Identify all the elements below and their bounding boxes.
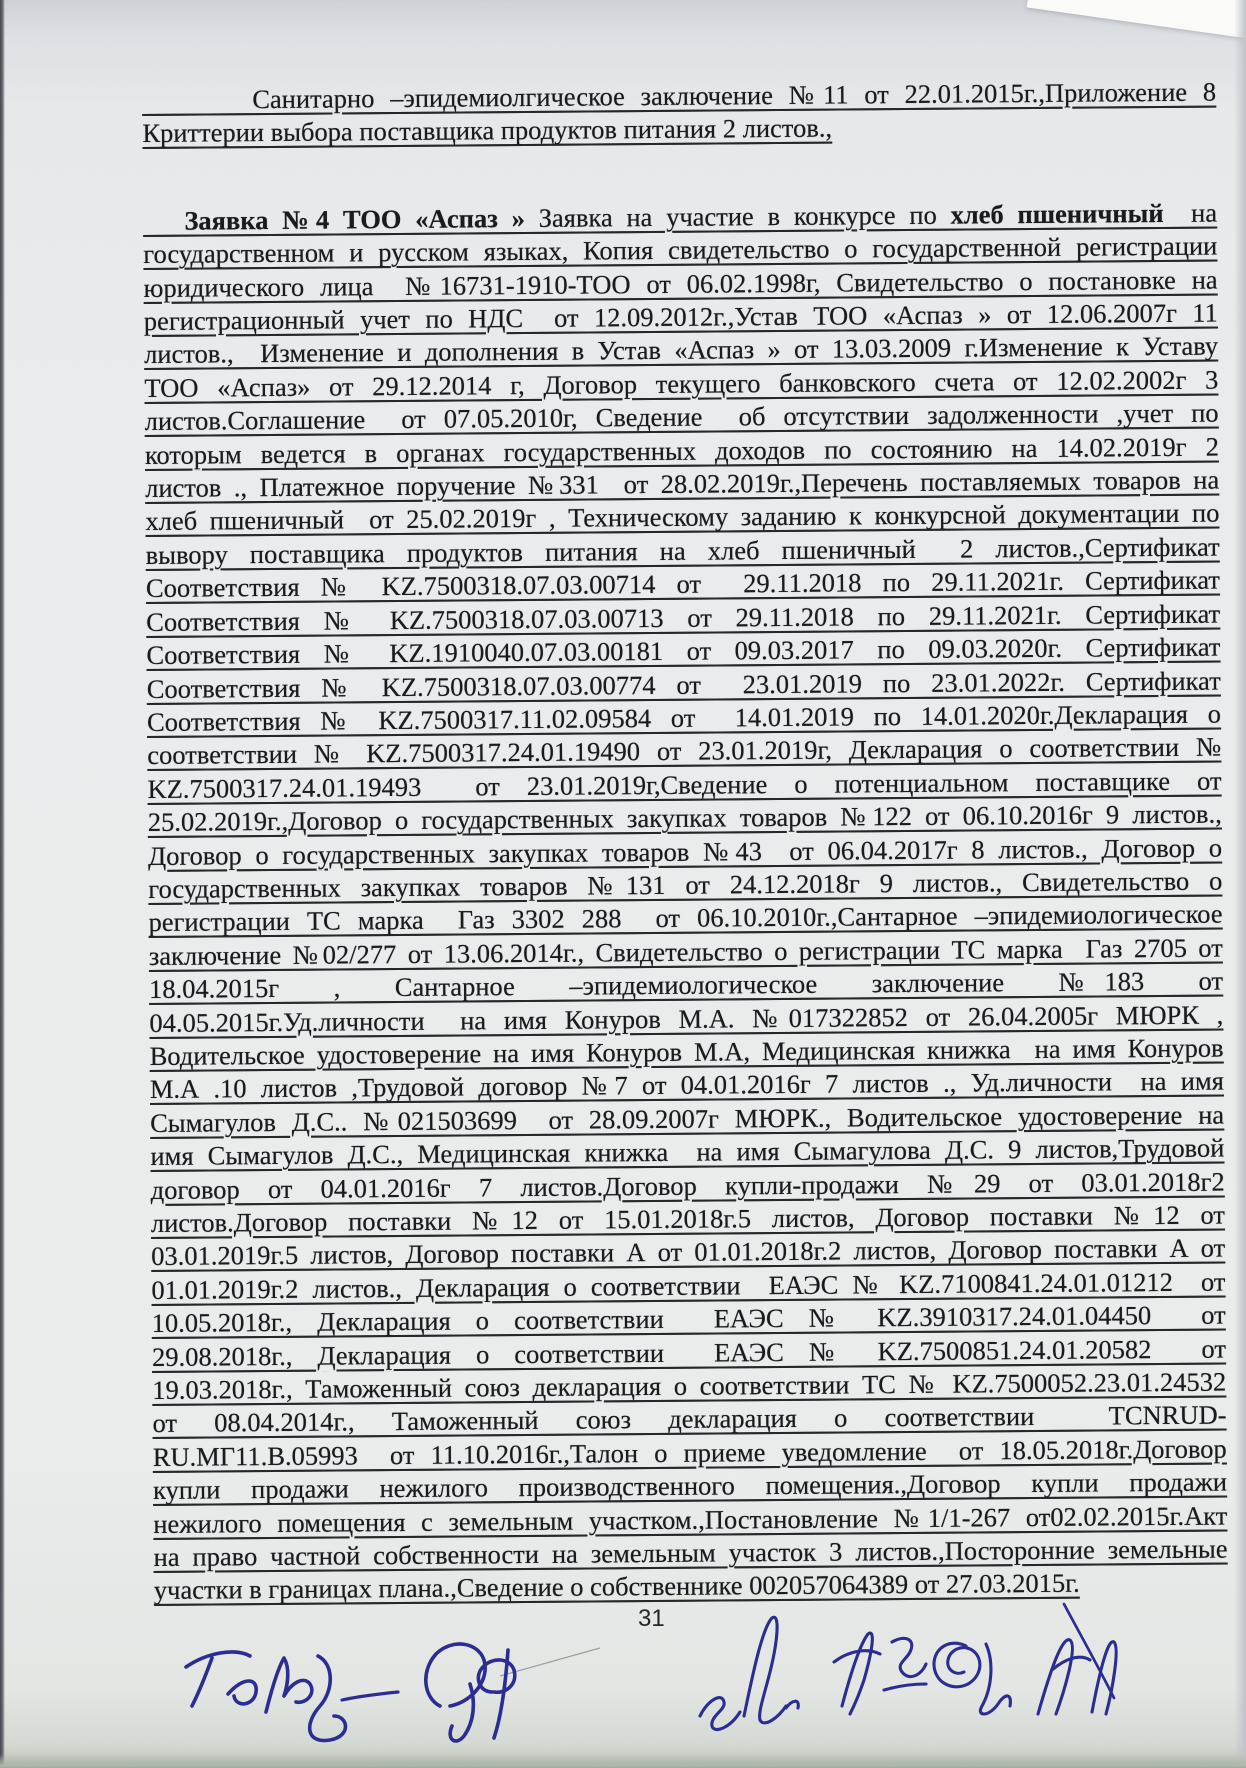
scan-corner-highlight xyxy=(1027,0,1246,52)
text-line: Криттерии выбора поставщика продуктов питания 2 листов., xyxy=(142,112,833,149)
text-line: KZ.7500317.24.01.19493 от 23.01.2019г,Сведение о потенциальном поставщике от xyxy=(147,765,1222,804)
text-line: на право частной собственности на земельным участок 3 листов.,Посторонние земельные xyxy=(153,1533,1228,1573)
para-sanitary-conclusion xyxy=(142,76,1216,151)
text-line: 03.01.2019г.5 листов, Договор поставки А от 01.01.2018г.2 листов, Договор поставки А от xyxy=(151,1232,1226,1272)
text-line: 04.05.2015г.Уд.личности на имя Конуров М.А. №017322852 от 26.04.2005г МЮРК , xyxy=(149,999,1224,1038)
text-line: 18.04.2015г , Сантарное –эпидемиологическое заключение №183 от xyxy=(148,965,1224,1005)
text-line: Водительское удостоверение на имя Конуров М.А, Медицинская книжка на имя Конуров xyxy=(149,1032,1224,1071)
text-line: листов., Изменение и дополнения в Устав «Аспаз » от 13.03.2009 г.Изменение к Уставу xyxy=(144,330,1219,370)
document-text xyxy=(142,76,1228,1608)
text-line: листов.Договор поставки №12 от 15.01.2018г.5 листов, Договор поставки №12 от xyxy=(150,1199,1226,1238)
text-line: Договор о государственных закупках товаров №43 от 06.04.2017г 8 листов., Договор о xyxy=(147,832,1223,871)
text-line: нежилого помещения с земельным участком.,Постановление №1/1-267 от02.02.2015г.Акт xyxy=(153,1500,1228,1539)
text-line: 10.05.2018г., Декларация о соответствии ЕАЭС № KZ.3910317.24.01.04450 от xyxy=(151,1299,1226,1339)
text-line: Заявка №4 ТОО «Аспаз » Заявка на участие в конкурсе по хлеб пшеничный на xyxy=(184,197,1218,236)
left-signature-ink xyxy=(186,1644,515,1741)
text-line: заключение №02/277 от 13.06.2014г., Свидетельство о регистрации ТС марка Газ 2705 от xyxy=(148,932,1223,971)
text-line: 19.03.2018г., Таможенный союз декларация о соответствии ТС № KZ.7500052.23.01.24532 xyxy=(152,1366,1227,1405)
text-line: Соответствия № KZ.7500318.07.03.00714 от 29.11.2018 по 29.11.2021г. Сертификат xyxy=(145,564,1221,604)
text-line: Соответствия № KZ.7500317.11.02.09584 от 14.01.2019 по 14.01.2020г.Декларация о xyxy=(146,698,1222,737)
text-line: Санитарно –эпидемиолгическое заключение №11 от 22.01.2015г.,Приложение 8 xyxy=(252,76,1217,115)
text-line: соответствии № KZ.7500317.24.01.19490 от 23.01.2019г, Декларация о соответствии № xyxy=(147,731,1222,771)
text-line: регистрации ТС марка Газ 3302 288 от 06.10.2010г.,Сантарное –эпидемиологическое xyxy=(148,898,1223,938)
para-application-4-aspaz xyxy=(143,196,1228,1607)
text-line: которым ведется в органах государственных доходов по состоянию на 14.02.2019г 2 xyxy=(144,431,1219,470)
text-line: Соответствия № KZ.7500318.07.03.00774 от 23.01.2019 по 23.01.2022г. Сертификат xyxy=(146,665,1221,704)
text-line: государственном и русском языках, Копия свидетельство о государственной регистрации xyxy=(143,230,1218,270)
text-line: Соответствия № KZ.7500318.07.03.00713 от 29.11.2018 по 29.11.2021г. Сертификат xyxy=(146,598,1221,637)
scan-edge-left xyxy=(0,0,5,1768)
text-line: государственных закупках товаров №131 от 24.12.2018г 9 листов., Свидетельство о xyxy=(148,865,1223,904)
text-line: договор от 04.01.2016г 7 листов.Договор купли-продажи №29 от 03.01.2018г2 xyxy=(150,1166,1225,1205)
scan-edge-right xyxy=(1234,0,1246,1768)
page-number: 31 xyxy=(638,1605,665,1632)
text-line: 01.01.2019г.2 листов., Декларация о соответствии ЕАЭС № KZ.7100841.24.01.01212 от xyxy=(151,1266,1226,1305)
text-line: юридического лица №16731-1910-ТОО от 06.02.1998г, Свидетельство о постановке на xyxy=(143,264,1218,303)
text-line: листов.Соглашение от 07.05.2010г, Сведение об отсутствии задолженности ,учет по xyxy=(144,397,1219,437)
text-line: 29.08.2018г., Декларация о соответствии ЕАЭС № KZ.7500851.24.01.20582 от xyxy=(151,1333,1227,1372)
text-line: 25.02.2019г.,Договор о государственных закупках товаров №122 от 06.10.2016г 9 листов., xyxy=(147,798,1222,838)
center-right-signature-ink xyxy=(700,1617,798,1729)
text-line: М.А .10 листов ,Трудовой договор №7 от 04.01.2016г 7 листов ., Уд.личности на имя xyxy=(149,1065,1224,1105)
right-signature-ink xyxy=(834,1633,1010,1714)
text-line: купли продажи нежилого производственного помещения.,Договор купли продажи xyxy=(152,1466,1228,1506)
far-right-signature-ink xyxy=(1038,1604,1116,1714)
text-line: Сымагулов Д.С.. №021503699 от 28.09.2007г МЮРК., Водительское удостоверение на xyxy=(150,1099,1225,1138)
text-line: регистрационный учет по НДС от 12.09.2012г.,Устав ТОО «Аспаз » от 12.06.2007г 11 xyxy=(143,297,1218,337)
text-line: вывору поставщика продуктов питания на хлеб пшеничный 2 листов.,Сертификат xyxy=(145,531,1220,570)
text-line: RU.МГ11.В.05993 от 11.10.2016г.,Талон о приеме уведомление от 18.05.2018г.Договор xyxy=(152,1433,1227,1472)
text-line: участки в границах плана.,Сведение о собственнике 002057064389 от 27.03.2015г. xyxy=(153,1568,1080,1606)
text-line: хлеб пшеничный от 25.02.2019г , Техническому заданию к конкурсной документации по xyxy=(145,498,1220,537)
text-line: ТОО «Аспаз» от 29.12.2014 г, Договор текущего банковского счета от 12.02.2002г 3 xyxy=(144,364,1219,403)
signatures-layer xyxy=(0,1560,1246,1768)
text-line: имя Сымагулов Д.С., Медицинская книжка на имя Сымагулова Д.С. 9 листов,Трудовой xyxy=(150,1132,1225,1172)
text-line: листов ., Платежное поручение №331 от 28.02.2019г.,Перечень поставляемых товаров на xyxy=(145,464,1220,504)
text-line: от 08.04.2014г., Таможенный союз декларация о соответствии TCNRUD- xyxy=(152,1399,1227,1439)
text-line: Соответствия № KZ.1910040.07.03.00181 от 09.03.2017 по 09.03.2020г. Сертификат xyxy=(146,631,1221,671)
